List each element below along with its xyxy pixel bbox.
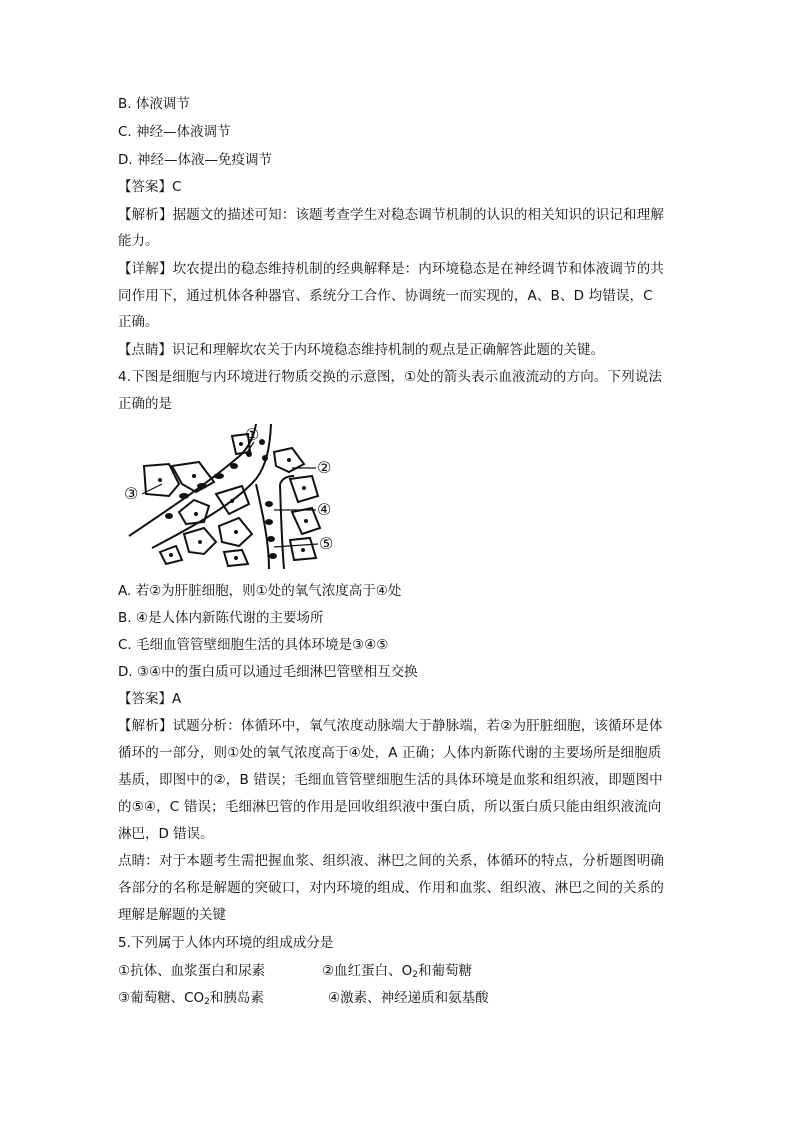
q4-analysis-line-3: 基质，即图中的②，B 错误；毛细血管管壁细胞生活的具体环境是血浆和组织液，即题图中 (118, 772, 663, 788)
q3-comment: 【点睛】识记和理解坎农关于内环境稳态维持机制的观点是正确解答此题的关键。 (118, 342, 604, 358)
q3-option-d: D. 神经—体液—免疫调节 (118, 152, 272, 168)
q4-analysis-line-2: 循环的一部分，则①处的氧气浓度高于④处，A 正确；人体内新陈代谢的主要场所是细胞质 (118, 745, 662, 761)
figure-label-2: ② (317, 458, 332, 477)
q3-answer: 【答案】C (118, 179, 182, 195)
q4-answer: 【答案】A (118, 691, 182, 707)
cell-exchange-diagram (124, 424, 364, 569)
q4-stem-line-2: 正确的是 (118, 396, 172, 412)
q3-detail-line-1: 【详解】坎农提出的稳态维持机制的经典解释是：内环境稳态是在神经调节和体液调节的共 (118, 261, 664, 277)
q3-detail-line-2: 同作用下，通过机体各种器官、系统分工合作、协调统一而实现的，A、B、D 均错误，C (118, 288, 653, 304)
q4-comment-line-1: 点睛：对于本题考生需把握血浆、组织液、淋巴之间的关系，体循环的特点，分析题图明确 (118, 853, 664, 869)
q4-analysis-line-4: 的⑤④，C 错误；毛细淋巴管的作用是回收组织液中蛋白质，所以蛋白质只能由组织液流向 (118, 799, 662, 815)
q4-option-b: B. ④是人体内新陈代谢的主要场所 (118, 610, 324, 626)
q5-stem: 5.下列属于人体内环境的组成成分是 (118, 935, 334, 951)
figure-label-3: ③ (124, 484, 139, 503)
figure-label-1: ① (245, 425, 260, 444)
q5-option-3: ③葡萄糖、$CO_2$和胰岛素 (118, 990, 264, 1007)
q3-detail-line-3: 正确。 (118, 314, 159, 330)
q4-analysis-line-5: 淋巴，D 错误。 (118, 826, 214, 842)
q3-option-b: B. 体液调节 (118, 96, 190, 112)
q5-option-1: ①抗体、血浆蛋白和尿素 (118, 963, 266, 979)
q5-option-4: ④激素、神经递质和氨基酸 (328, 990, 489, 1006)
q5-options-row-1 (118, 961, 472, 981)
q3-analysis-line-1: 【解析】据题文的描述可知：该题考查学生对稳态调节机制的认识的相关知识的识记和理解 (118, 207, 664, 223)
q4-option-c: C. 毛细血管管壁细胞生活的具体环境是③④⑤ (118, 637, 389, 653)
q5-option-2: ②血红蛋白、$O_2$和葡萄糖 (322, 963, 472, 980)
q4-option-d: D. ③④中的蛋白质可以通过毛细淋巴管壁相互交换 (118, 664, 418, 680)
figure-label-5: ⑤ (319, 534, 334, 553)
q5-options-row-2 (118, 988, 489, 1008)
q3-analysis-line-2: 能力。 (118, 233, 159, 249)
q3-option-c: C. 神经—体液调节 (118, 124, 231, 140)
q4-analysis-line-1: 【解析】试题分析：体循环中，氧气浓度动脉端大于静脉端，若②为肝脏细胞，该循环是体 (118, 718, 663, 734)
figure-label-4: ④ (317, 500, 332, 519)
q4-comment-line-2: 各部分的名称是解题的突破口，对内环境的组成、作用和血浆、组织液、淋巴之间的关系的 (118, 880, 664, 896)
q4-option-a: A. 若②为肝脏细胞，则①处的氧气浓度高于④处 (118, 583, 402, 599)
q4-stem-line-1: 4.下图是细胞与内环境进行物质交换的示意图，①处的箭头表示血液流动的方向。下列说法 (118, 369, 663, 385)
q4-comment-line-3: 理解是解题的关键 (118, 907, 226, 923)
